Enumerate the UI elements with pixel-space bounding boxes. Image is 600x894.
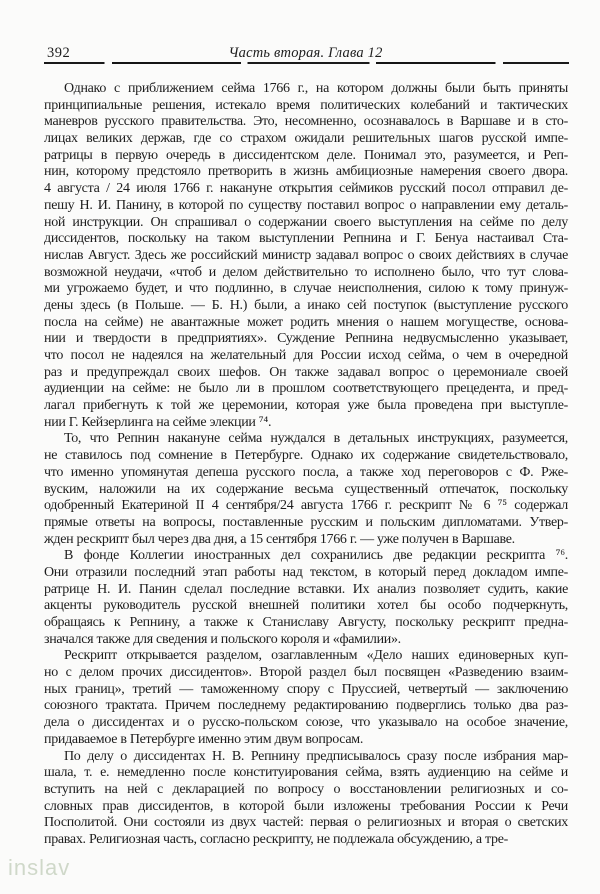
paragraph [44, 548, 568, 648]
text-line: правах. Религиозная часть, согласно рескрипту, не подлежала обсуждению, а тре- [44, 831, 508, 847]
text-line: нии Г. Кейзерлинга на сейме элекции ⁷⁴. [44, 414, 272, 430]
text-line: обращаясь к Репнину, а также к Станиславу Августу, поскольку рескрипт предна- [44, 615, 568, 630]
text-line: дены здесь (в Польше. — Б. Н.) были, а инако сей поступок (выступление русского [44, 297, 568, 313]
text-line: По делу о диссидентах Н. В. Репнину предписывалось сразу после избрания мар- [64, 748, 568, 764]
text-line: шала, т. е. немедленно после конституирования сейма, взять аудиенцию на сейме и [44, 765, 568, 781]
text-line: Посполитой. Они состояли из двух частей: первая о религиозных и вторая о светских [44, 815, 568, 831]
text-line: ратрицы в первую очередь в диссидентском деле. Понимал это, разумеется, и Реп- [44, 147, 568, 163]
text-line: значался также для сведения и польского короля и «фамилии». [44, 631, 401, 647]
text-line: не ставилось под сомнение в Петербурге. Однако их содержание свидетельствовало, [44, 448, 568, 464]
paragraph [44, 81, 568, 431]
text-line: посла на сейме) не авантажные может родить мнения о нашем могуществе, основа- [44, 314, 568, 330]
text-line: что именно упомянутая депеша русского посла, а также ход переговоров с Ф. Рже- [44, 464, 568, 480]
text-line: что посол не надеялся на желательный для России исход сейма, о чем в очередной [44, 348, 568, 363]
text-line: лицах великих держав, где со страхом ожидали решительных шагов русской импе- [44, 131, 568, 147]
header-rule [44, 62, 569, 64]
text-line: вступить на ней с декларацией по вопросу о восстановлении религиозных и со- [44, 781, 568, 797]
text-line: пешу Н. И. Панину, в которой по существу поставил вопрос о направлении ему деталь- [44, 197, 568, 213]
paragraph [44, 749, 568, 849]
text-line: нислав Август. Здесь же российский министр задавал вопрос о своих действиях в случае [44, 247, 568, 263]
text-line: лагал прибегнуть к той же церемонии, которая уже была проведена при выступле- [44, 398, 568, 414]
text-line: прямые ответы на вопросы, поставленные русским и польским дипломатами. Утвер- [44, 514, 568, 530]
text-line: ми угрожаемо будет, и что подлинно, в случае неисполнения, силою к тому принуж- [44, 281, 568, 297]
text-line: ратрице Н. И. Панин сделал последние вставки. Их анализ позволяет судить, какие [44, 581, 568, 597]
text-line: союзного трактата. Причем последнему редактированию подверглись только два раз- [44, 698, 568, 714]
text-line: диссидентов, поскольку на таком выступлении Репнина и Г. Бенуа настаивал Ста- [44, 231, 568, 247]
text-line: акценты руководитель русской внешней политики хотел бы особо подчеркнуть, [44, 598, 568, 614]
page-header [44, 45, 567, 63]
text-line: придаваемое в Петербурге именно этим двум вопросам. [44, 731, 364, 747]
text-line: ной инструкции. Он спрашивал о содержании своего выступления на сейме по делу [44, 214, 568, 230]
text-line: ных границ», третий — таможенному спору с Пруссией, четвертый — заключению [44, 681, 568, 697]
text-line: жден рескрипт был через два дня, а 15 сентября 1766 г. — уже получен в Варшаве. [44, 531, 515, 547]
text-line: 4 августа / 24 июля 1766 г. накануне открытия сеймиков русский посол отправил де- [44, 181, 568, 197]
text-line: Рескрипт открывается разделом, озаглавленным «Дело наших единоверных куп- [64, 648, 568, 664]
running-header: Часть вторая. Глава 12 [228, 45, 383, 61]
text-line: одобренный Екатериной II 4 сентября/24 августа 1766 г. рескрипт № 6 ⁷⁵ содержал [44, 498, 568, 514]
text-line: Они отразили последний этап работы над текстом, в который перед докладом импе- [44, 564, 568, 580]
text-line: дела о диссидентах и о русско-польском союзе, что указывало на особое значение, [44, 715, 568, 731]
text-line: но с делом прочих диссидентов». Второй раздел был посвящен «Разведению взаим- [44, 665, 568, 681]
text-line: вуским, наложили на их содержание весьма существенный отпечаток, поскольку [44, 481, 568, 497]
paragraph [44, 431, 568, 548]
text-line: Однако с приближением сейма 1766 г., на котором должны были быть приняты [64, 81, 568, 96]
text-line: маневров русского правительства. Это, несомненно, осознавалось в Варшаве и в сто- [44, 114, 568, 130]
paragraph [44, 648, 568, 748]
text-line: нии и твердости в предприятиях». Суждение Репнина недвусмысленно указывает, [44, 331, 568, 347]
text-line: возможной неудачи, «чтоб и делом действительно то исполнено было, что тут слова- [44, 264, 568, 280]
page-number: 392 [47, 45, 71, 61]
text-line: раз и предупреждал своих шефов. Он также задавал вопрос о церемониале своей [44, 364, 568, 380]
text-line: принципиальные решения, истекало время политических колебаний и тактических [44, 97, 568, 113]
text-line: То, что Репнин накануне сейма нуждался в детальных инструкциях, разумеется, [64, 431, 568, 447]
text-line: В фонде Коллегии иностранных дел сохранились две редакции рескрипта ⁷⁶. [64, 548, 568, 564]
text-line: аудиенции на сейме: не было ли в прошлом соответствующего прецедента, и пред- [44, 381, 568, 397]
text-line: нин, которому предстояло претворить в жизнь амбициозные намерения своего двора. [44, 164, 568, 180]
body-text [44, 81, 568, 849]
text-line: словных прав диссидентов, в которой были изложены требования России к Речи [44, 798, 568, 814]
watermark: inslav [8, 855, 71, 880]
